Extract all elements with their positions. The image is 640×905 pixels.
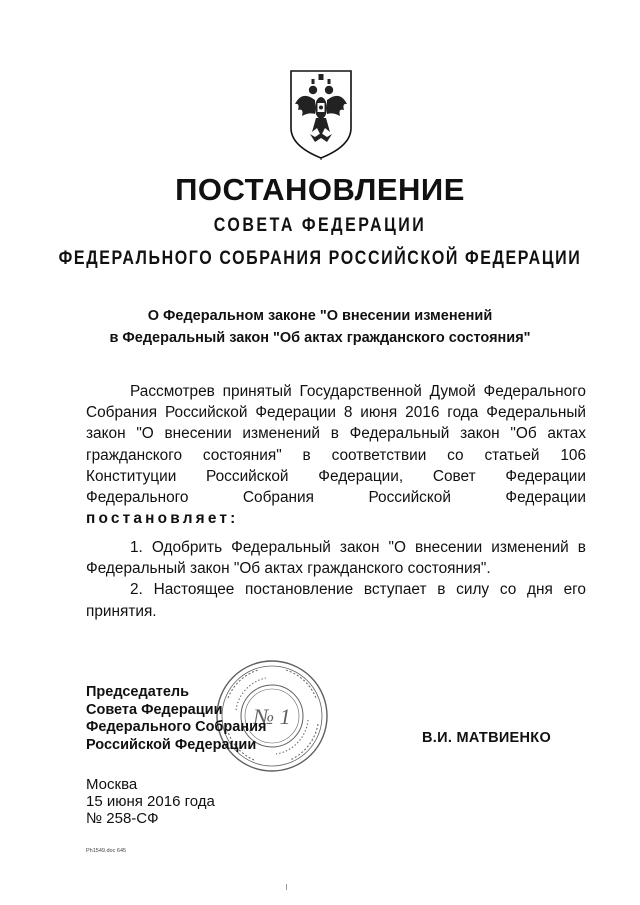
subject-line-2: в Федеральный закон "Об актах гражданского состояния" bbox=[109, 330, 531, 346]
place-and-date bbox=[86, 776, 215, 827]
signatory-title-line: Федерального Собрания bbox=[86, 719, 267, 735]
russian-coat-of-arms-icon bbox=[288, 68, 354, 160]
issuer-line-1: СОВЕТА ФЕДЕРАЦИИ bbox=[213, 215, 427, 236]
signatory-title-line: Председатель bbox=[86, 684, 190, 700]
issuer-line-2: ФЕДЕРАЛЬНОГО СОБРАНИЯ РОССИЙСКОЙ ФЕДЕРАЦИИ bbox=[58, 248, 582, 269]
item-2-line: принятия. bbox=[86, 602, 157, 620]
preamble-line: Федерального Собрания Российской Федерации bbox=[86, 489, 586, 507]
file-mark: Рh1549.doc 645 bbox=[86, 848, 127, 854]
city: Москва bbox=[86, 776, 138, 793]
seal-number: № 1 bbox=[253, 704, 291, 729]
item-2-line: 2. Настоящее постановление вступает в силу со дня его bbox=[130, 581, 586, 599]
preamble-paragraph bbox=[86, 381, 586, 529]
item-1-line: 1. Одобрить Федеральный закон "О внесении изменений в bbox=[130, 539, 586, 556]
preamble-line: гражданского состояния" в соответствии со статьей 106 bbox=[86, 446, 586, 464]
item-1-line: Федеральный закон "Об актах гражданского состояния". bbox=[86, 560, 491, 578]
signatory-name: В.И. МАТВИЕНКО bbox=[422, 730, 552, 746]
preamble-line: Рассмотрев принятый Государственной Думой Федерального bbox=[130, 383, 586, 400]
preamble-line: закон "О внесении изменений в Федеральный закон "Об актах bbox=[86, 425, 586, 443]
document-type-title: ПОСТАНОВЛЕНИЕ bbox=[175, 172, 465, 207]
preamble-line: Конституции Российской Федерации, Совет Федерации bbox=[86, 467, 586, 485]
preamble-line: Собрания Российской Федерации 8 июня 2016 года Федеральный bbox=[86, 404, 586, 422]
document-number: № 258-СФ bbox=[86, 810, 159, 827]
resolves-word: постановляет: bbox=[86, 510, 239, 528]
date: 15 июня 2016 года bbox=[86, 793, 215, 810]
page-divider bbox=[286, 884, 287, 890]
signatory-title bbox=[86, 684, 266, 754]
signatory-title-line: Российской Федерации bbox=[86, 736, 257, 753]
document-subject bbox=[80, 305, 560, 349]
subject-line-1: О Федеральном законе "О внесении изменений bbox=[147, 308, 493, 324]
signatory-title-line: Совета Федерации bbox=[86, 701, 223, 718]
resolution-items bbox=[86, 537, 586, 622]
